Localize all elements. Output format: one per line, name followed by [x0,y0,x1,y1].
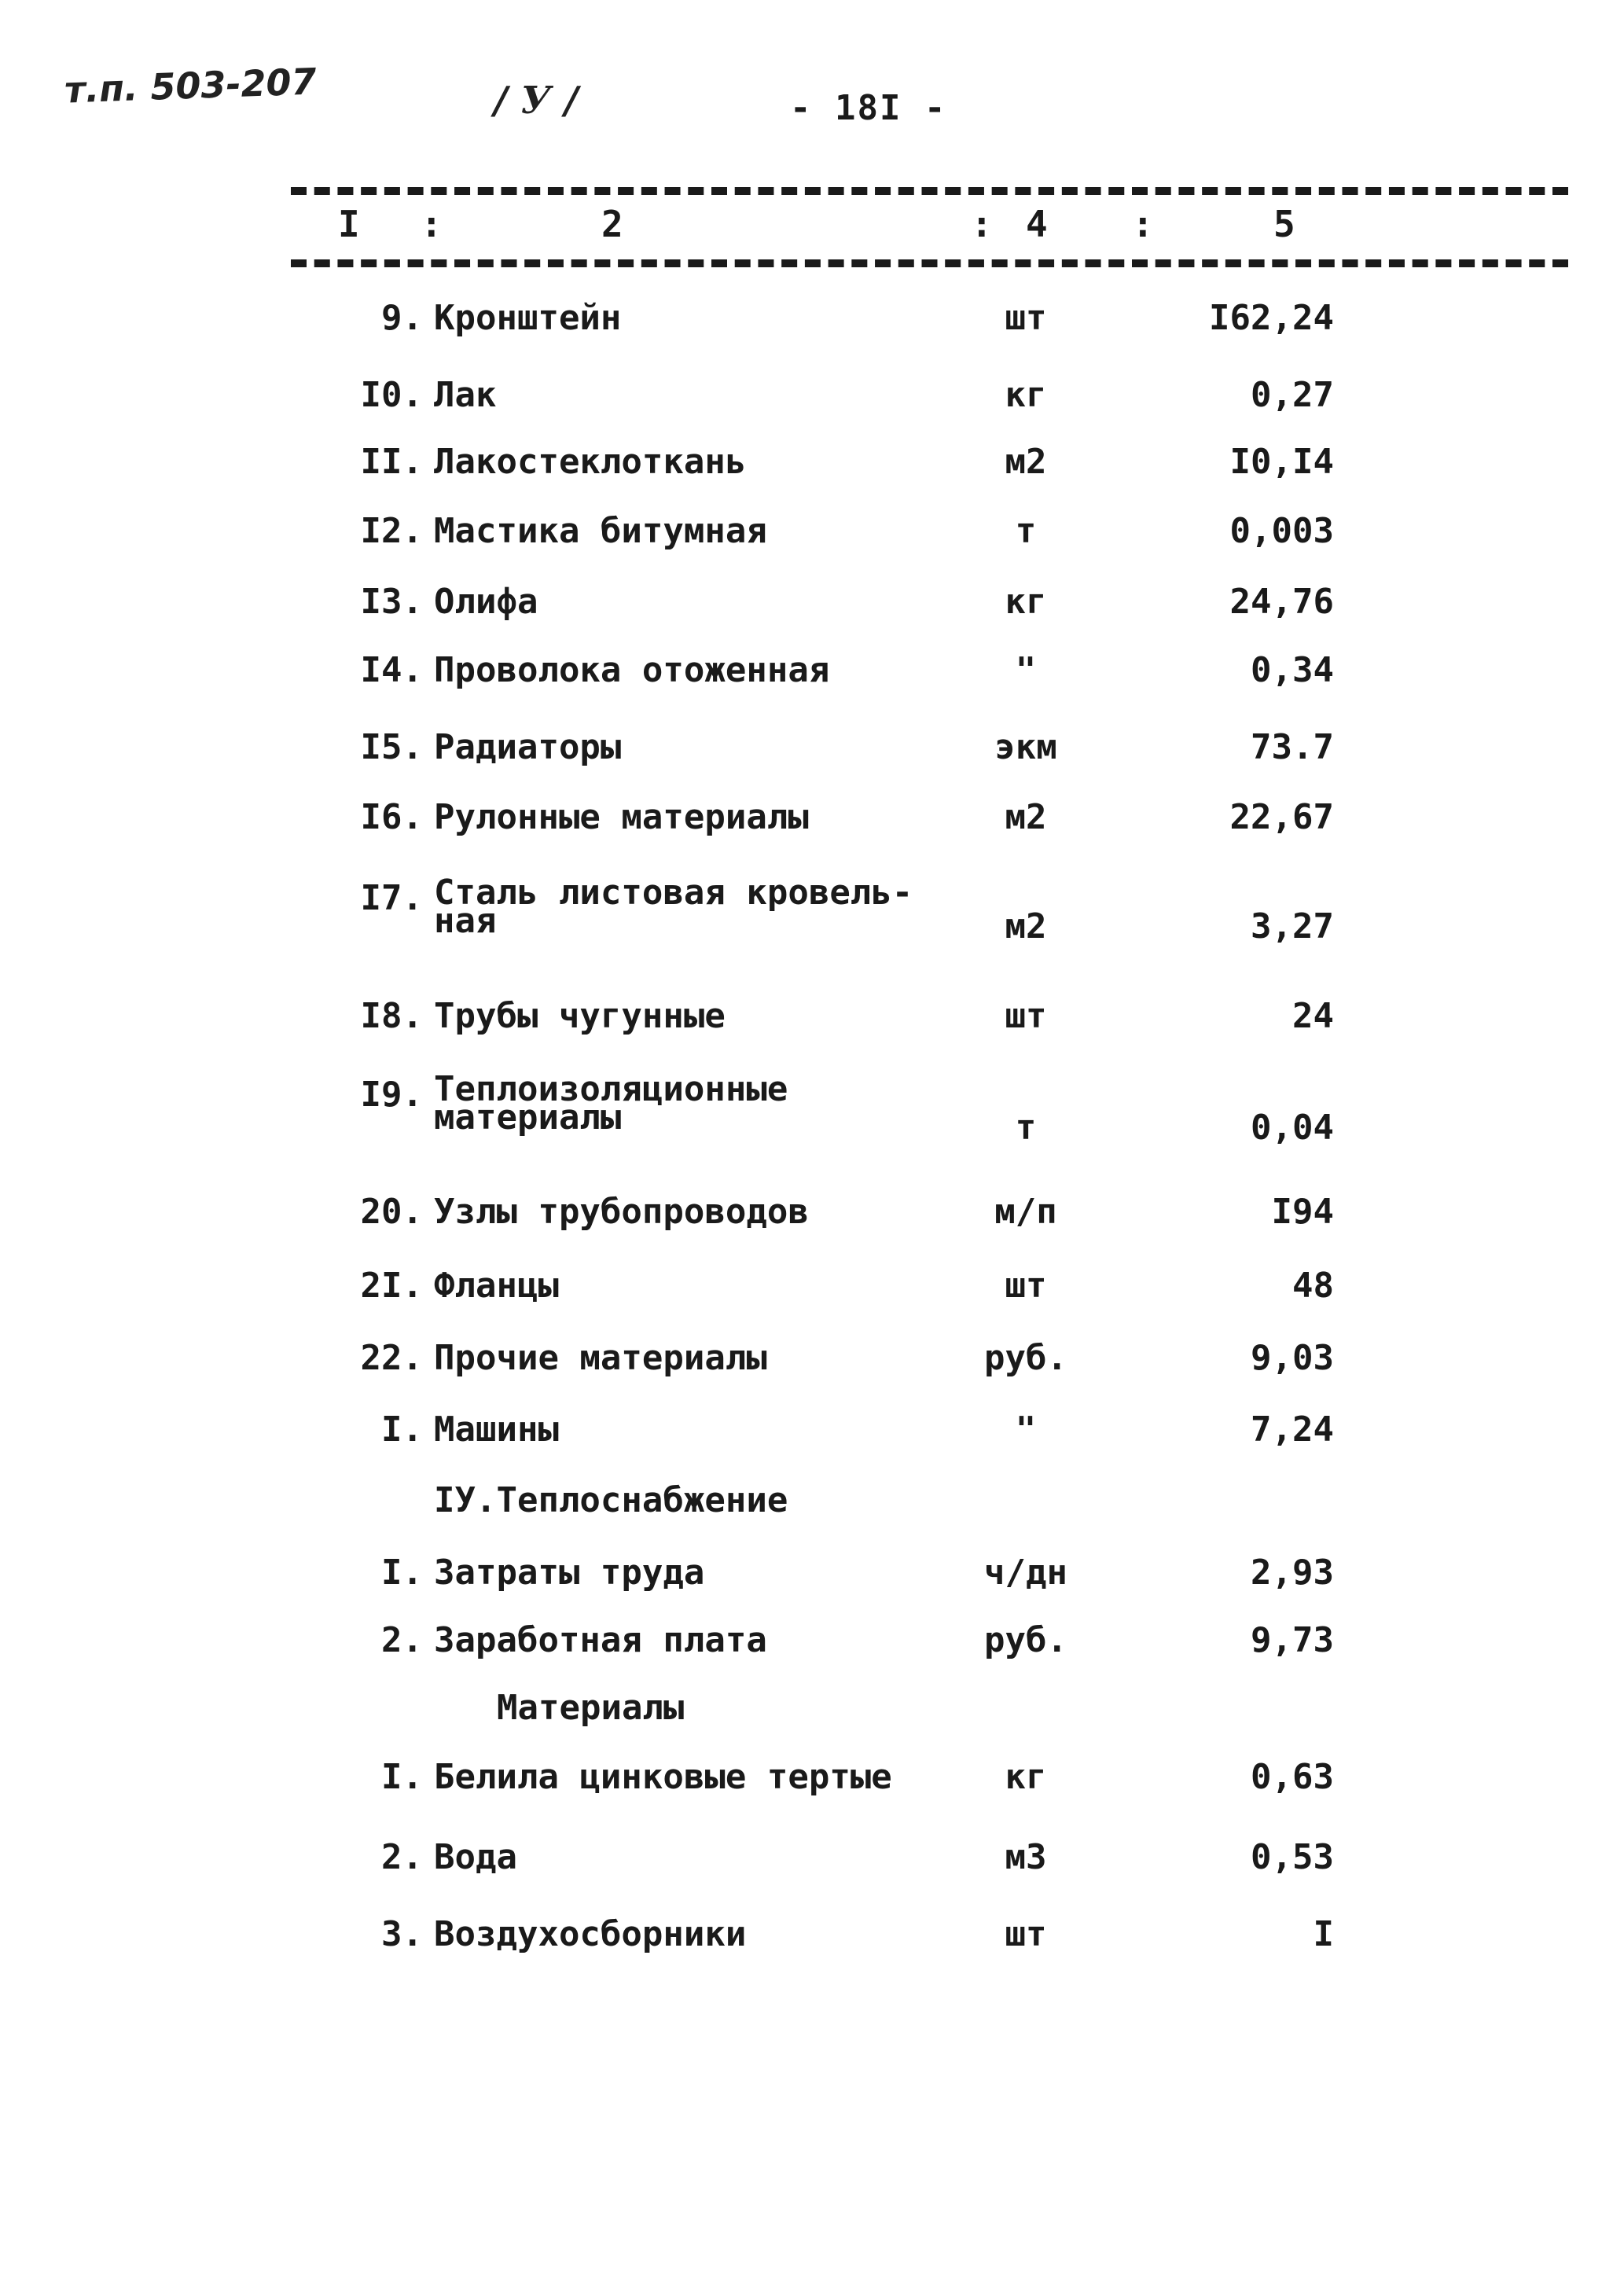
table-row [0,651,1624,698]
row-value: I94 [1271,1192,1334,1232]
row-unit: руб. [984,1338,1067,1378]
row-name: Белила цинковые тертые [434,1757,892,1797]
row-number: I5. [360,727,423,767]
row-name: Кронштейн [434,298,622,338]
table-row [0,583,1624,630]
row-value: 3,27 [1251,906,1334,946]
row-unit: м3 [1005,1837,1047,1877]
row-number: 3. [381,1914,423,1954]
row-name: Узлы трубопроводов [434,1192,809,1232]
row-unit: руб. [984,1620,1067,1660]
table-row [0,1193,1624,1240]
row-value: I62,24 [1209,298,1334,338]
table-row [0,1553,1624,1601]
row-value: 24 [1292,996,1334,1036]
table-row [0,376,1624,423]
row-unit: шт [1005,1266,1047,1306]
row-unit: м/п [994,1192,1057,1232]
row-name [434,1069,788,1138]
row-name: Воздухосборники [434,1914,747,1954]
row-name: Проволока отоженная [434,650,830,690]
table-row [0,1915,1624,1962]
row-name: Мастика битумная [434,511,767,551]
row-unit: шт [1005,298,1047,338]
table-row [0,1410,1624,1457]
row-number: 20. [360,1192,423,1232]
row-number: II. [360,442,423,482]
row-number: 2. [381,1620,423,1660]
row-value: 0,003 [1229,511,1334,551]
row-number: I4. [360,650,423,690]
row-value: I [1313,1914,1334,1954]
row-name: Машины [434,1409,559,1450]
row-name: Вода [434,1837,517,1877]
row-value: 2,93 [1251,1553,1334,1593]
row-number: I7. [360,878,423,918]
row-name: Радиаторы [434,727,622,767]
row-unit: шт [1005,1914,1047,1954]
row-name: Трубы чугунные [434,996,726,1036]
row-number: 2. [381,1837,423,1877]
row-name: Фланцы [434,1266,559,1306]
row-value: 73.7 [1251,727,1334,767]
table-row [0,873,1624,981]
column-header-5: 5 [1273,203,1295,245]
row-number: 9. [381,298,423,338]
column-separator-1: : [421,203,443,245]
row-unit: м2 [1005,797,1047,837]
row-unit: шт [1005,996,1047,1036]
column-separator-2: : [971,203,993,245]
row-name: Рулонные материалы [434,797,809,837]
row-name: Лакостеклоткань [434,442,747,482]
row-number: I8. [360,996,423,1036]
table-row [0,1838,1624,1885]
table-row [0,1069,1624,1178]
row-unit: м2 [1005,442,1047,482]
table-row [0,997,1624,1044]
table-row [0,798,1624,845]
row-unit: кг [1005,582,1047,622]
row-value: 22,67 [1229,797,1334,837]
row-number: I. [381,1409,423,1450]
row-unit: т [1015,511,1037,551]
row-name: Затраты труда [434,1553,705,1593]
row-value: 9,73 [1251,1620,1334,1660]
row-name: Заработная плата [434,1620,767,1660]
row-value: 0,27 [1251,375,1334,415]
row-number: I. [381,1553,423,1593]
section-title: IУ.Теплоснабжение [434,1480,788,1520]
handwritten-mark: / У / [494,79,579,123]
table-row [0,443,1624,490]
row-value: 48 [1292,1266,1334,1306]
column-separator-3: : [1132,203,1154,245]
row-unit: ч/дн [984,1553,1067,1593]
row-name: Олифа [434,582,538,622]
row-name-line-2: ная [434,901,497,941]
row-number: I6. [360,797,423,837]
table-row [0,1621,1624,1668]
row-unit: " [1015,1409,1037,1450]
table-row [0,728,1624,775]
column-header-4: 4 [1026,203,1048,245]
row-name-line-1: Теплоизоляционные [434,1069,788,1109]
row-number: I9. [360,1075,423,1115]
table-row [0,512,1624,559]
header-top-rule [291,187,1568,195]
row-name: Лак [434,375,497,415]
row-value: 9,03 [1251,1338,1334,1378]
row-unit: " [1015,650,1037,690]
row-value: 0,04 [1251,1108,1334,1148]
row-value: I0,I4 [1229,442,1334,482]
row-name-line-2: материалы [434,1097,622,1138]
row-unit: т [1015,1108,1037,1148]
row-value: 7,24 [1251,1409,1334,1450]
row-value: 0,53 [1251,1837,1334,1877]
row-value: 0,63 [1251,1757,1334,1797]
row-number: I0. [360,375,423,415]
page-number: - 18I - [790,88,947,128]
table-row [0,1266,1624,1314]
row-name: Прочие материалы [434,1338,767,1378]
row-number: 2I. [360,1266,423,1306]
header-bottom-rule [291,259,1568,267]
column-header-1: I [338,203,360,245]
column-header-2: 2 [601,203,623,245]
table-row [0,1758,1624,1805]
row-value: 0,34 [1251,650,1334,690]
subsection-title: Материалы [497,1688,685,1728]
row-number: 22. [360,1338,423,1378]
row-number: I3. [360,582,423,622]
row-unit: кг [1005,375,1047,415]
table-row [0,1339,1624,1386]
row-unit: экм [994,727,1057,767]
row-number: I2. [360,511,423,551]
row-unit: кг [1005,1757,1047,1797]
row-unit: м2 [1005,906,1047,946]
row-value: 24,76 [1229,582,1334,622]
table-row [0,299,1624,346]
row-name-line-1: Сталь листовая кровель- [434,873,913,913]
row-number: I. [381,1757,423,1797]
document-code: т.п. 503-207 [64,60,318,112]
row-name [434,873,913,941]
